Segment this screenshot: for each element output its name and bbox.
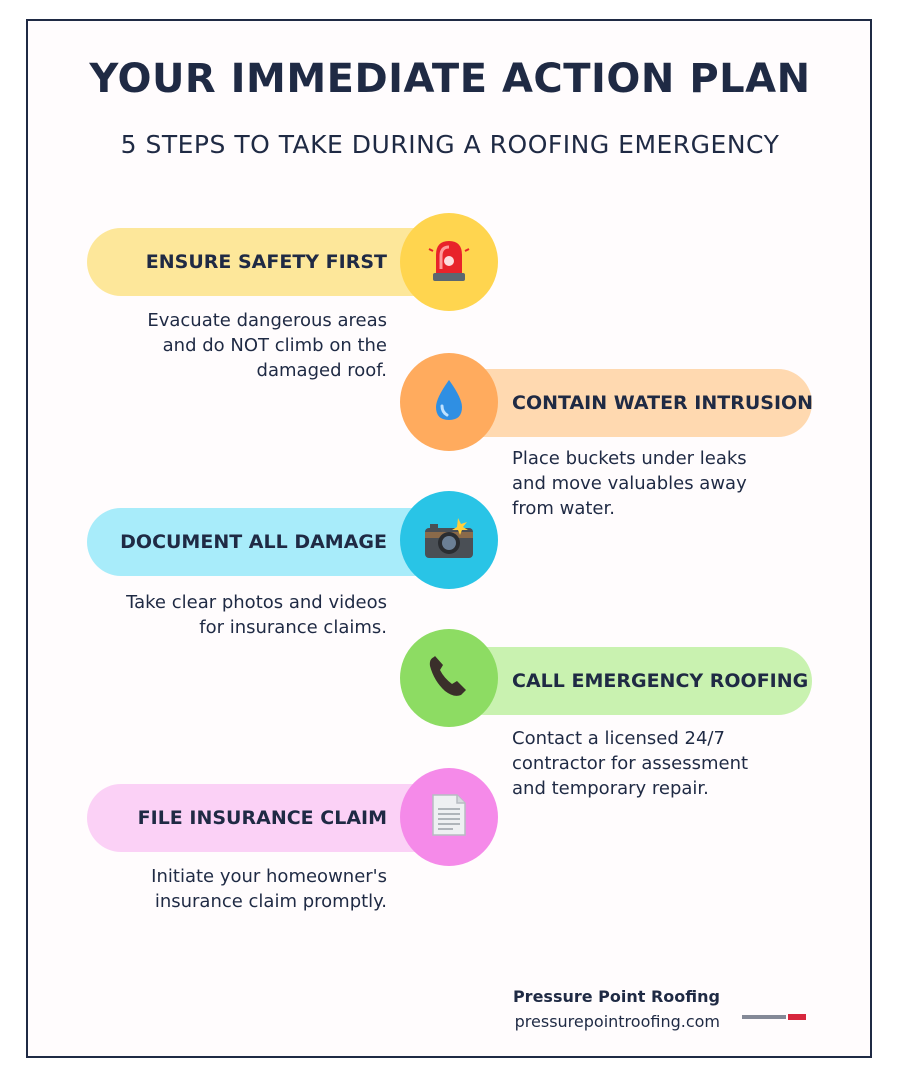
step-1-icon-circle [400, 213, 498, 311]
step-3-description: Take clear photos and videos for insurance claims. [126, 592, 387, 638]
step-5-pill [87, 784, 447, 852]
siren-icon [427, 235, 471, 289]
step-5-icon-circle [400, 768, 498, 866]
step-2-title: CONTAIN WATER INTRUSION [512, 392, 814, 414]
step-3-title: DOCUMENT ALL DAMAGE [120, 531, 387, 553]
page-subtitle: 5 STEPS TO TAKE DURING A ROOFING EMERGENCY [120, 130, 780, 159]
step-2-pill [450, 369, 812, 437]
step-1-title: ENSURE SAFETY FIRST [145, 251, 387, 273]
company-url[interactable]: pressurepointroofing.com [514, 1012, 720, 1031]
step-5-title: FILE INSURANCE CLAIM [137, 807, 387, 829]
step-4-description: Contact a licensed 24/7 contractor for assessment and temporary repair. [512, 728, 749, 799]
step-4-pill [450, 647, 812, 715]
company-name: Pressure Point Roofing [512, 987, 720, 1006]
step-4-title: CALL EMERGENCY ROOFING [512, 670, 809, 692]
step-1-description: Evacuate dangerous areas and do NOT climb on the damaged roof. [147, 310, 387, 381]
page-title: YOUR IMMEDIATE ACTION PLAN [89, 56, 811, 102]
water-drop-icon [432, 378, 466, 426]
step-2-description: Place buckets under leaks and move valuables away from water. [512, 448, 747, 519]
phone-icon [426, 653, 472, 703]
step-1-pill [87, 228, 447, 296]
step-3-icon-circle [400, 491, 498, 589]
document-icon [429, 791, 469, 843]
company-logo [742, 1005, 806, 1011]
step-4-icon-circle [400, 629, 498, 727]
camera-flash-icon [422, 516, 476, 564]
step-5-description: Initiate your homeowner's insurance claim promptly. [151, 866, 387, 912]
step-3-pill [87, 508, 447, 576]
step-2-icon-circle [400, 353, 498, 451]
